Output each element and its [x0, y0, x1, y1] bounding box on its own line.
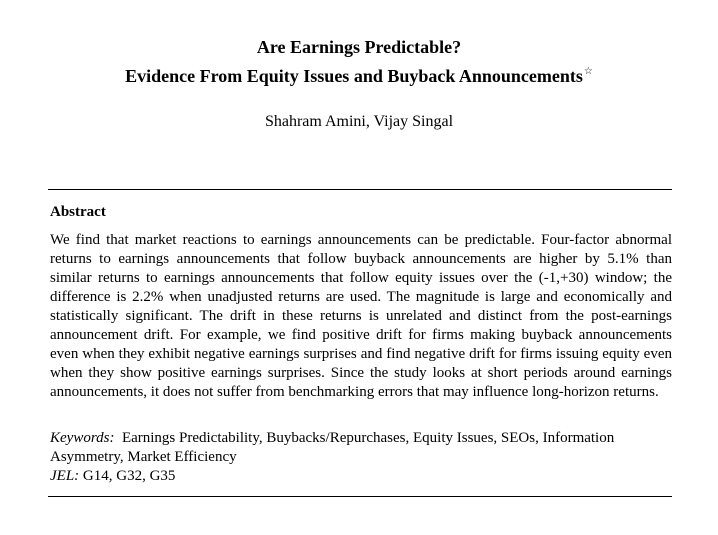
jel-label: JEL: — [50, 468, 80, 484]
paper-title-line-2 — [0, 65, 718, 91]
title-line-1-text: Are Earnings Predictable? — [256, 37, 462, 57]
abstract-bottom-rule — [48, 496, 672, 497]
abstract-heading: Abstract — [50, 204, 106, 220]
title-line-2-text: Evidence From Equity Issues and Buyback Announcements — [125, 66, 583, 86]
title-footnote-star-icon[interactable]: ☆ — [583, 66, 593, 77]
jel-codes: G14, G32, G35 — [82, 468, 176, 484]
keywords-text: Earnings Predictability, Buybacks/Repurchases, Equity Issues, SEOs, Information Asymmetry, Market Efficiency — [50, 430, 615, 465]
jel-line — [50, 467, 175, 486]
author-list: Shahram Amini, Vijay Singal — [264, 113, 454, 130]
abstract-body: We find that market reactions to earnings announcements can be predictable. Four-factor abnormal returns to earnings announcements that follow buyback announcements are higher by 5.1% than similar returns to earnings announcements that follow equity issues over the (-1,+30) window; the difference is 2.2% when unadjusted returns are used. The magnitude is large and economically and statistically significant. The drift in these returns is unrelated and distinct from the post-earnings announcement drift. For example, we find positive drift for firms making buyback announcements even when they exhibit negative earnings surprises and find negative drift for firms issuing equity even when they show positive earnings surprises. Since the study looks at short periods around earnings announcements, it does not suffer from benchmarking errors that may influence long-horizon returns. — [50, 232, 672, 400]
keywords-label: Keywords: — [50, 430, 115, 446]
keywords-line — [50, 429, 672, 467]
paper-title-line-1 — [0, 36, 718, 58]
abstract-top-rule — [48, 189, 672, 190]
